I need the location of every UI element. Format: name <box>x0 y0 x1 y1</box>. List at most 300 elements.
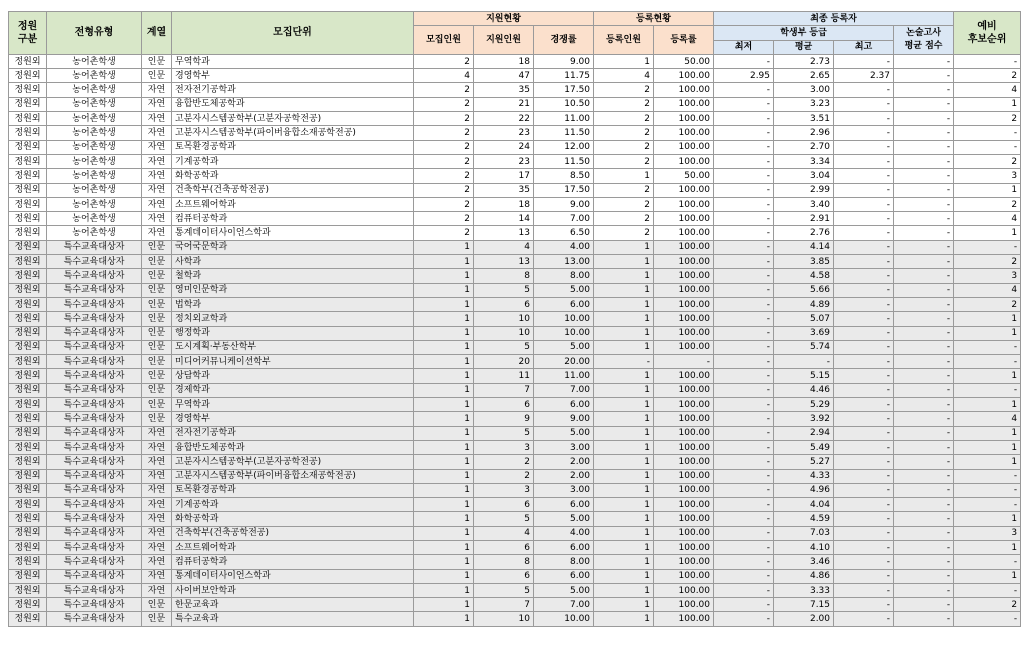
cell-quota: 2 <box>414 83 474 97</box>
cell-essay: - <box>894 369 954 383</box>
cell-type: 특수교육대상자 <box>47 369 142 383</box>
cell-type: 특수교육대상자 <box>47 340 142 354</box>
cell-essay: - <box>894 126 954 140</box>
cell-applicants: 18 <box>474 197 534 211</box>
cell-reserve: 2 <box>954 154 1021 168</box>
cell-quota: 2 <box>414 97 474 111</box>
cell-registered: 1 <box>594 598 654 612</box>
cell-unit: 융합반도체공학과 <box>172 97 414 111</box>
cell-ratio: 2.00 <box>534 469 594 483</box>
cell-division: 정원외 <box>9 255 47 269</box>
cell-essay: - <box>894 255 954 269</box>
cell-unit: 컴퓨터공학과 <box>172 555 414 569</box>
cell-reserve: 2 <box>954 69 1021 83</box>
cell-unit: 한문교육과 <box>172 598 414 612</box>
cell-quota: 2 <box>414 112 474 126</box>
cell-ratio: 10.00 <box>534 326 594 340</box>
header-division: 정원 구분 <box>9 12 47 55</box>
cell-essay: - <box>894 440 954 454</box>
cell-reg-rate: - <box>654 355 714 369</box>
cell-registered: 1 <box>594 412 654 426</box>
cell-grade-avg: 4.04 <box>774 498 834 512</box>
cell-division: 정원외 <box>9 555 47 569</box>
cell-grade-avg: 5.74 <box>774 340 834 354</box>
cell-grade-min: - <box>714 197 774 211</box>
cell-reg-rate: 100.00 <box>654 440 714 454</box>
table-row <box>9 83 1021 97</box>
cell-quota: 1 <box>414 483 474 497</box>
cell-track: 자연 <box>142 126 172 140</box>
cell-grade-max: - <box>834 569 894 583</box>
cell-division: 정원외 <box>9 54 47 68</box>
cell-quota: 1 <box>414 440 474 454</box>
cell-reg-rate: 100.00 <box>654 197 714 211</box>
cell-reserve: 1 <box>954 540 1021 554</box>
cell-grade-max: - <box>834 412 894 426</box>
cell-grade-min: - <box>714 469 774 483</box>
cell-track: 인문 <box>142 383 172 397</box>
cell-reg-rate: 100.00 <box>654 612 714 626</box>
table-row <box>9 469 1021 483</box>
cell-registered: 1 <box>594 512 654 526</box>
cell-division: 정원외 <box>9 112 47 126</box>
cell-grade-min: - <box>714 598 774 612</box>
cell-quota: 1 <box>414 312 474 326</box>
cell-essay: - <box>894 169 954 183</box>
cell-essay: - <box>894 326 954 340</box>
cell-division: 정원외 <box>9 169 47 183</box>
cell-track: 자연 <box>142 140 172 154</box>
cell-applicants: 35 <box>474 83 534 97</box>
cell-registered: - <box>594 355 654 369</box>
cell-reserve: 1 <box>954 398 1021 412</box>
cell-grade-min: - <box>714 283 774 297</box>
cell-grade-max: - <box>834 283 894 297</box>
cell-grade-max: - <box>834 226 894 240</box>
cell-grade-min: - <box>714 498 774 512</box>
cell-division: 정원외 <box>9 312 47 326</box>
cell-grade-min: - <box>714 383 774 397</box>
cell-registered: 1 <box>594 398 654 412</box>
cell-grade-avg: 2.70 <box>774 140 834 154</box>
cell-division: 정원외 <box>9 283 47 297</box>
cell-unit: 국어국문학과 <box>172 240 414 254</box>
cell-reg-rate: 100.00 <box>654 97 714 111</box>
cell-essay: - <box>894 283 954 297</box>
cell-registered: 1 <box>594 283 654 297</box>
cell-track: 자연 <box>142 526 172 540</box>
cell-reserve: 1 <box>954 226 1021 240</box>
cell-applicants: 24 <box>474 140 534 154</box>
cell-grade-max: - <box>834 240 894 254</box>
cell-ratio: 3.00 <box>534 440 594 454</box>
cell-registered: 1 <box>594 569 654 583</box>
cell-grade-min: - <box>714 483 774 497</box>
table-row <box>9 326 1021 340</box>
cell-ratio: 2.00 <box>534 455 594 469</box>
cell-ratio: 11.50 <box>534 154 594 168</box>
cell-grade-min: - <box>714 255 774 269</box>
cell-grade-avg: 3.92 <box>774 412 834 426</box>
cell-essay: - <box>894 269 954 283</box>
cell-applicants: 10 <box>474 326 534 340</box>
cell-quota: 1 <box>414 383 474 397</box>
table-row <box>9 197 1021 211</box>
cell-division: 정원외 <box>9 154 47 168</box>
cell-grade-max: - <box>834 255 894 269</box>
cell-type: 특수교육대상자 <box>47 283 142 297</box>
cell-grade-min: - <box>714 54 774 68</box>
cell-essay: - <box>894 240 954 254</box>
cell-reg-rate: 100.00 <box>654 369 714 383</box>
cell-grade-avg: 4.14 <box>774 240 834 254</box>
cell-essay: - <box>894 398 954 412</box>
cell-quota: 1 <box>414 598 474 612</box>
cell-registered: 2 <box>594 197 654 211</box>
cell-quota: 4 <box>414 69 474 83</box>
table-row <box>9 340 1021 354</box>
cell-track: 자연 <box>142 226 172 240</box>
table-row <box>9 183 1021 197</box>
cell-ratio: 8.00 <box>534 269 594 283</box>
cell-grade-max: - <box>834 598 894 612</box>
cell-registered: 1 <box>594 455 654 469</box>
cell-registered: 1 <box>594 312 654 326</box>
cell-reserve: 4 <box>954 212 1021 226</box>
cell-registered: 2 <box>594 212 654 226</box>
cell-registered: 1 <box>594 240 654 254</box>
table-row <box>9 297 1021 311</box>
cell-ratio: 5.00 <box>534 283 594 297</box>
cell-track: 인문 <box>142 326 172 340</box>
cell-unit: 건축학부(건축공학전공) <box>172 526 414 540</box>
cell-reg-rate: 100.00 <box>654 212 714 226</box>
cell-ratio: 11.00 <box>534 112 594 126</box>
cell-grade-min: - <box>714 169 774 183</box>
cell-ratio: 5.00 <box>534 512 594 526</box>
cell-quota: 1 <box>414 498 474 512</box>
cell-reg-rate: 100.00 <box>654 283 714 297</box>
cell-track: 인문 <box>142 398 172 412</box>
cell-track: 자연 <box>142 426 172 440</box>
cell-essay: - <box>894 612 954 626</box>
cell-grade-max: - <box>834 269 894 283</box>
cell-essay: - <box>894 483 954 497</box>
cell-type: 농어촌학생 <box>47 154 142 168</box>
cell-registered: 1 <box>594 383 654 397</box>
cell-ratio: 13.00 <box>534 255 594 269</box>
cell-type: 특수교육대상자 <box>47 412 142 426</box>
header-quota: 모집인원 <box>414 26 474 55</box>
cell-type: 특수교육대상자 <box>47 312 142 326</box>
cell-unit: 상담학과 <box>172 369 414 383</box>
table-row <box>9 540 1021 554</box>
cell-track: 인문 <box>142 598 172 612</box>
cell-track: 인문 <box>142 312 172 326</box>
header-reg-rate: 등록률 <box>654 26 714 55</box>
cell-track: 인문 <box>142 255 172 269</box>
cell-reg-rate: 100.00 <box>654 426 714 440</box>
cell-unit: 소프트웨어학과 <box>172 540 414 554</box>
cell-ratio: 9.00 <box>534 54 594 68</box>
cell-reg-rate: 100.00 <box>654 154 714 168</box>
cell-unit: 컴퓨터공학과 <box>172 212 414 226</box>
cell-grade-avg: 5.07 <box>774 312 834 326</box>
cell-quota: 2 <box>414 154 474 168</box>
cell-reserve: - <box>954 126 1021 140</box>
cell-division: 정원외 <box>9 383 47 397</box>
cell-reserve: - <box>954 469 1021 483</box>
cell-track: 인문 <box>142 54 172 68</box>
cell-registered: 1 <box>594 255 654 269</box>
cell-reserve: 4 <box>954 283 1021 297</box>
cell-applicants: 7 <box>474 598 534 612</box>
table-row <box>9 140 1021 154</box>
cell-type: 특수교육대상자 <box>47 455 142 469</box>
cell-ratio: 7.00 <box>534 598 594 612</box>
cell-grade-max: - <box>834 212 894 226</box>
cell-reserve: - <box>954 583 1021 597</box>
cell-grade-max: - <box>834 512 894 526</box>
cell-reg-rate: 100.00 <box>654 297 714 311</box>
cell-ratio: 5.00 <box>534 583 594 597</box>
cell-essay: - <box>894 54 954 68</box>
header-grade-max: 최고 <box>834 40 894 54</box>
header-ratio: 경쟁률 <box>534 26 594 55</box>
cell-track: 자연 <box>142 569 172 583</box>
header-final-group: 최종 등록자 <box>714 12 954 26</box>
cell-unit: 법학과 <box>172 297 414 311</box>
cell-grade-min: - <box>714 612 774 626</box>
cell-essay: - <box>894 498 954 512</box>
table-row <box>9 255 1021 269</box>
cell-ratio: 5.00 <box>534 426 594 440</box>
cell-unit: 행정학과 <box>172 326 414 340</box>
cell-division: 정원외 <box>9 398 47 412</box>
cell-grade-min: - <box>714 512 774 526</box>
cell-essay: - <box>894 83 954 97</box>
cell-applicants: 20 <box>474 355 534 369</box>
cell-grade-max: - <box>834 54 894 68</box>
cell-division: 정원외 <box>9 212 47 226</box>
cell-track: 인문 <box>142 69 172 83</box>
cell-track: 인문 <box>142 240 172 254</box>
cell-essay: - <box>894 383 954 397</box>
cell-reg-rate: 100.00 <box>654 498 714 512</box>
cell-grade-avg: 5.27 <box>774 455 834 469</box>
cell-grade-max: - <box>834 197 894 211</box>
header-register-group: 등록현황 <box>594 12 714 26</box>
cell-reg-rate: 100.00 <box>654 226 714 240</box>
cell-grade-avg: 2.94 <box>774 426 834 440</box>
cell-unit: 경제학과 <box>172 383 414 397</box>
cell-grade-min: - <box>714 540 774 554</box>
table-row <box>9 269 1021 283</box>
cell-quota: 1 <box>414 255 474 269</box>
cell-registered: 1 <box>594 469 654 483</box>
cell-essay: - <box>894 312 954 326</box>
cell-applicants: 8 <box>474 555 534 569</box>
cell-grade-avg: 3.04 <box>774 169 834 183</box>
cell-type: 특수교육대상자 <box>47 483 142 497</box>
cell-track: 자연 <box>142 498 172 512</box>
cell-reserve: 2 <box>954 297 1021 311</box>
cell-quota: 2 <box>414 212 474 226</box>
cell-reserve: - <box>954 140 1021 154</box>
cell-registered: 1 <box>594 526 654 540</box>
cell-type: 농어촌학생 <box>47 126 142 140</box>
cell-grade-max: - <box>834 183 894 197</box>
cell-quota: 1 <box>414 297 474 311</box>
table-row <box>9 312 1021 326</box>
cell-grade-avg: - <box>774 355 834 369</box>
cell-type: 특수교육대상자 <box>47 526 142 540</box>
cell-grade-avg: 4.86 <box>774 569 834 583</box>
cell-grade-min: - <box>714 398 774 412</box>
cell-quota: 1 <box>414 469 474 483</box>
cell-quota: 1 <box>414 583 474 597</box>
cell-reg-rate: 100.00 <box>654 598 714 612</box>
cell-reserve: 1 <box>954 569 1021 583</box>
cell-type: 농어촌학생 <box>47 169 142 183</box>
cell-essay: - <box>894 540 954 554</box>
cell-ratio: 12.00 <box>534 140 594 154</box>
cell-grade-avg: 4.96 <box>774 483 834 497</box>
cell-essay: - <box>894 355 954 369</box>
cell-ratio: 6.00 <box>534 569 594 583</box>
table-row <box>9 212 1021 226</box>
cell-quota: 2 <box>414 169 474 183</box>
cell-applicants: 18 <box>474 54 534 68</box>
cell-ratio: 6.50 <box>534 226 594 240</box>
cell-reserve: 1 <box>954 312 1021 326</box>
cell-division: 정원외 <box>9 498 47 512</box>
cell-grade-max: - <box>834 355 894 369</box>
cell-essay: - <box>894 455 954 469</box>
cell-applicants: 17 <box>474 169 534 183</box>
cell-grade-min: - <box>714 240 774 254</box>
cell-ratio: 6.00 <box>534 297 594 311</box>
cell-track: 자연 <box>142 455 172 469</box>
cell-applicants: 10 <box>474 312 534 326</box>
cell-grade-max: - <box>834 126 894 140</box>
cell-division: 정원외 <box>9 183 47 197</box>
cell-reg-rate: 100.00 <box>654 483 714 497</box>
cell-division: 정원외 <box>9 340 47 354</box>
cell-essay: - <box>894 469 954 483</box>
cell-applicants: 8 <box>474 269 534 283</box>
cell-grade-max: - <box>834 455 894 469</box>
cell-grade-avg: 3.34 <box>774 154 834 168</box>
cell-reserve: 3 <box>954 169 1021 183</box>
cell-reg-rate: 100.00 <box>654 269 714 283</box>
cell-ratio: 4.00 <box>534 240 594 254</box>
cell-grade-max: - <box>834 312 894 326</box>
cell-unit: 경영학부 <box>172 69 414 83</box>
cell-unit: 전자전기공학과 <box>172 426 414 440</box>
cell-type: 농어촌학생 <box>47 183 142 197</box>
cell-reg-rate: 100.00 <box>654 112 714 126</box>
cell-grade-min: - <box>714 326 774 340</box>
cell-grade-max: - <box>834 426 894 440</box>
cell-reserve: - <box>954 340 1021 354</box>
table-row <box>9 283 1021 297</box>
header-track: 계열 <box>142 12 172 55</box>
cell-reserve: 1 <box>954 326 1021 340</box>
cell-registered: 1 <box>594 54 654 68</box>
cell-grade-min: - <box>714 340 774 354</box>
cell-unit: 도시계획·부동산학부 <box>172 340 414 354</box>
cell-track: 인문 <box>142 412 172 426</box>
cell-grade-min: - <box>714 355 774 369</box>
cell-type: 농어촌학생 <box>47 69 142 83</box>
cell-registered: 1 <box>594 369 654 383</box>
cell-essay: - <box>894 426 954 440</box>
cell-quota: 1 <box>414 512 474 526</box>
table-row <box>9 512 1021 526</box>
cell-track: 자연 <box>142 154 172 168</box>
cell-type: 특수교육대상자 <box>47 355 142 369</box>
cell-grade-min: - <box>714 455 774 469</box>
cell-registered: 1 <box>594 297 654 311</box>
cell-type: 특수교육대상자 <box>47 240 142 254</box>
cell-ratio: 10.50 <box>534 97 594 111</box>
table-row <box>9 369 1021 383</box>
cell-unit: 미디어커뮤니케이션학부 <box>172 355 414 369</box>
cell-division: 정원외 <box>9 355 47 369</box>
cell-registered: 1 <box>594 540 654 554</box>
cell-track: 인문 <box>142 369 172 383</box>
cell-applicants: 23 <box>474 154 534 168</box>
header-apply-group: 지원현황 <box>414 12 594 26</box>
cell-unit: 고분자시스템공학부(파이버융합소재공학전공) <box>172 469 414 483</box>
cell-registered: 2 <box>594 183 654 197</box>
cell-reserve: 2 <box>954 197 1021 211</box>
cell-unit: 고분자시스템공학부(고분자공학전공) <box>172 455 414 469</box>
cell-grade-min: - <box>714 555 774 569</box>
cell-applicants: 2 <box>474 455 534 469</box>
cell-quota: 1 <box>414 340 474 354</box>
cell-reg-rate: 100.00 <box>654 340 714 354</box>
cell-grade-max: - <box>834 83 894 97</box>
cell-division: 정원외 <box>9 126 47 140</box>
cell-type: 특수교육대상자 <box>47 383 142 397</box>
cell-division: 정원외 <box>9 526 47 540</box>
table-row <box>9 569 1021 583</box>
cell-unit: 특수교육과 <box>172 612 414 626</box>
cell-registered: 1 <box>594 326 654 340</box>
cell-grade-avg: 4.89 <box>774 297 834 311</box>
cell-track: 자연 <box>142 197 172 211</box>
cell-reserve: - <box>954 555 1021 569</box>
cell-quota: 1 <box>414 412 474 426</box>
cell-quota: 1 <box>414 569 474 583</box>
cell-ratio: 7.00 <box>534 383 594 397</box>
cell-track: 자연 <box>142 183 172 197</box>
cell-reserve: - <box>954 54 1021 68</box>
cell-essay: - <box>894 140 954 154</box>
cell-grade-avg: 4.33 <box>774 469 834 483</box>
cell-type: 특수교육대상자 <box>47 498 142 512</box>
cell-essay: - <box>894 97 954 111</box>
cell-quota: 1 <box>414 455 474 469</box>
cell-unit: 무역학과 <box>172 54 414 68</box>
cell-reg-rate: 100.00 <box>654 583 714 597</box>
cell-ratio: 8.00 <box>534 555 594 569</box>
table-row <box>9 112 1021 126</box>
cell-unit: 철학과 <box>172 269 414 283</box>
cell-reserve: 4 <box>954 412 1021 426</box>
